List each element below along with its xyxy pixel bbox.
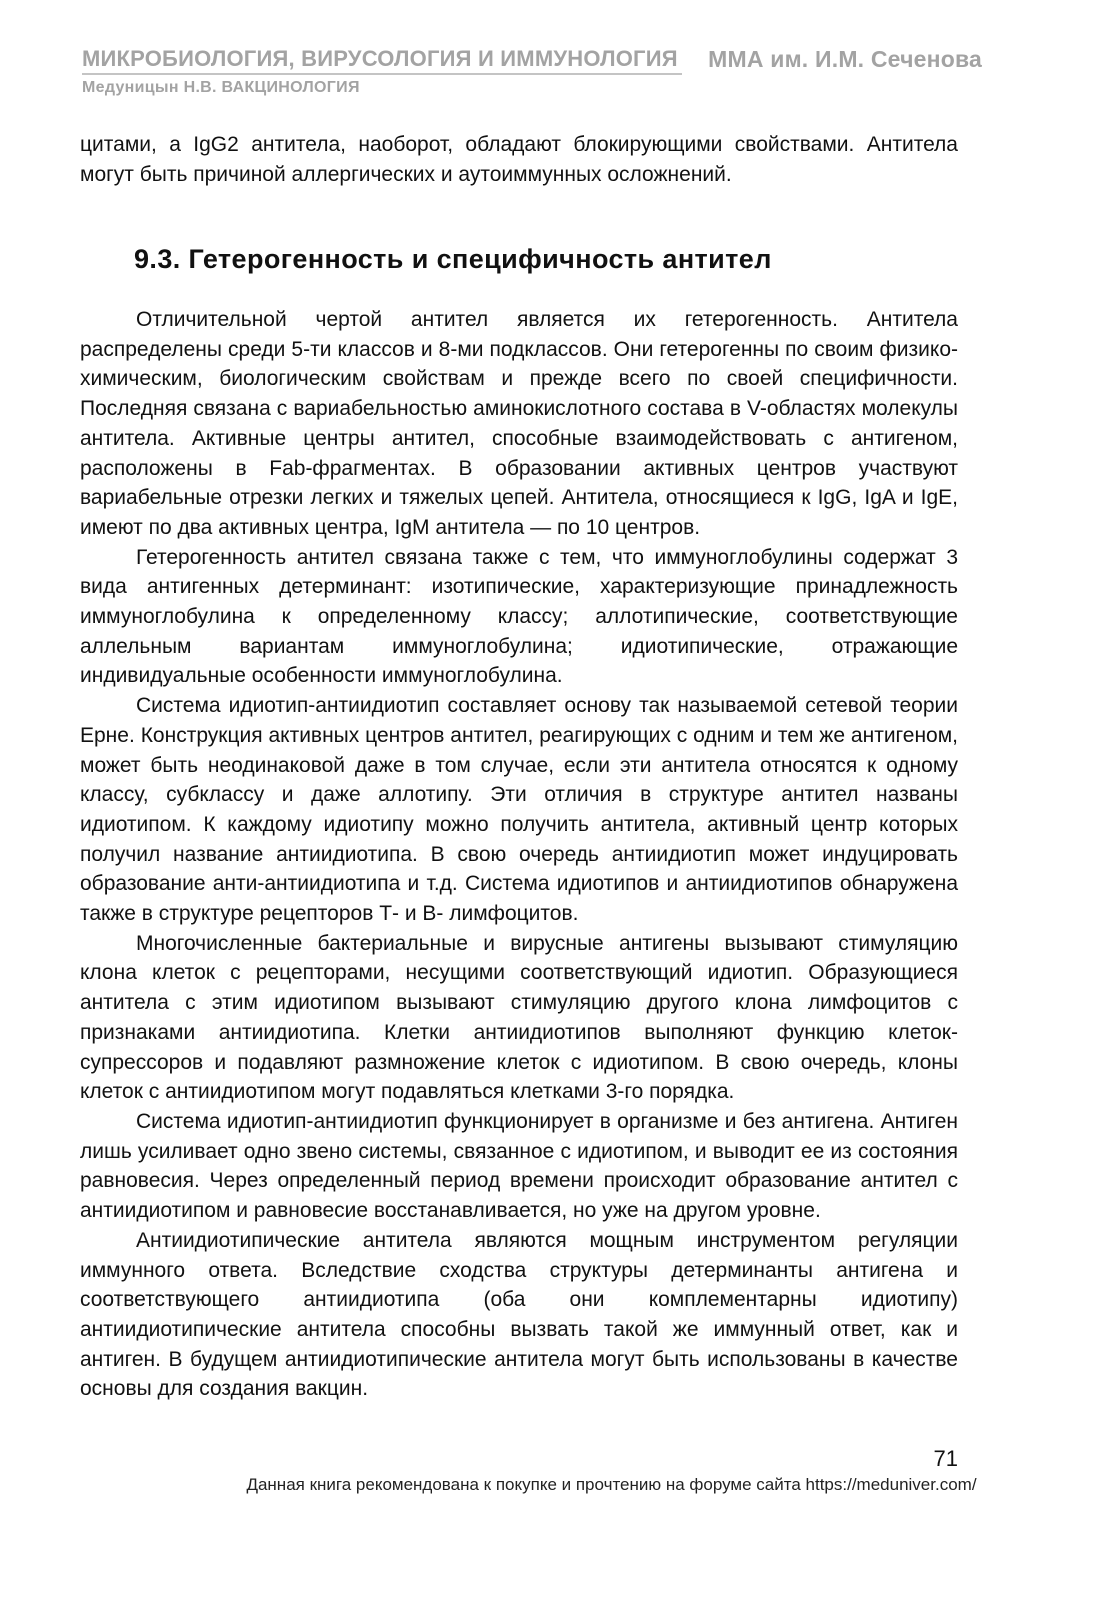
page-number: 71 (933, 1446, 958, 1471)
paragraph: Отличительной чертой антител является их гетерогенность. Антитела распределены среди 5-ти классов и 8-ми подклассов. Они гетерогенны по своим физико-химическим, биологическим свойствам и прежде всего по своей специфичности. Последняя связана с вариабельностью аминокислотного состава в V-областях молекулы антитела. Активные центры антител, способные взаимодействовать с антигеном, расположены в Fab-фрагментах. В образовании активных центров участвуют вариабельные отрезки легких и тяжелых цепей. Антитела, относящиеся к IgG, IgA и IgE, имеют по два активных центра, IgM антитела — по 10 центров. (80, 308, 958, 539)
paragraph: Гетерогенность антител связана также с тем, что иммуноглобулины содержат 3 вида антигенных детерминант: изотипические, характеризующие принадлежность иммуноглобулина к определенному классу; аллотипические, соответствующие аллельным вариантам иммуноглобулина; идиотипические, отражающие индивидуальные особенности иммуноглобулина. (80, 545, 958, 688)
footer-note: Данная книга рекомендована к покупке и прочтению на форуме сайта https://meduniver.com/ (246, 1475, 977, 1494)
paragraph: Многочисленные бактериальные и вирусные антигены вызывают стимуляцию клона клеток с рецепторами, несущими соответствующий идиотип. Образующиеся антитела с этим идиотипом вызывают стимуляцию другого клона лимфоцитов с признаками антиидиотипа. Клетки антиидиотипов выполняют функцию клеток-супрессоров и подавляют размножение клеток с идиотипом. В свою очередь, клоны клеток с антиидиотипом могут подавляться клетками 3-го порядка. (80, 931, 958, 1104)
section-heading: 9.3. Гетерогенность и специфичность антител (134, 244, 772, 274)
running-head-institution: ММА им. И.М. Сеченова (708, 46, 982, 72)
running-head-top-line (82, 46, 982, 72)
continuation-paragraph: цитами, а IgG2 антитела, наоборот, обладают блокирующими свойствами. Антитела могут быть причиной аллергических и аутоиммунных осложнений. (80, 133, 958, 186)
running-head-subject: МИКРОБИОЛОГИЯ, ВИРУСОЛОГИЯ И ИММУНОЛОГИЯ (82, 46, 678, 71)
running-head-rule (82, 73, 682, 75)
paragraph: Система идиотип-антиидиотип функционирует в организме и без антигена. Антиген лишь усиливает одно звено системы, связанное с идиотипом, и выводит ее из состояния равновесия. Через определенный период времени происходит образование антител с антиидиотипом и равновесие восстанавливается, но уже на другом уровне. (80, 1109, 958, 1223)
continuation-block (80, 130, 958, 189)
running-head (82, 46, 982, 99)
paragraph: Антиидиотипические антитела являются мощным инструментом регуляции иммунного ответа. Вследствие сходства структуры детерминанты антигена и соответствующего антиидиотипа (оба они комплементарны идиотипу) антиидиотипические антитела способны вызвать такой же иммунный ответ, как и антиген. В будущем антиидиотипические антитела могут быть использованы в качестве основы для создания вакцин. (80, 1228, 958, 1401)
section-body (80, 305, 958, 1404)
paragraph: Система идиотип-антиидиотип составляет основу так называемой сетевой теории Ерне. Конструкция активных центров антител, реагирующих с одним и тем же антигеном, может быть неодинаковой даже в том случае, если эти антитела относятся к одному классу, субклассу и даже аллотипу. Эти отличия в структуре антител названы идиотипом. К каждому идиотипу можно получить антитела, активный центр которых получил название антиидиотипа. В свою очередь антиидиотип может индуцировать образование анти-антиидиотипа и т.д. Система идиотипов и антиидиотипов обнаружена также в структуре рецепторов Т- и В- лимфоцитов. (80, 694, 958, 926)
running-head-author-title: Медуницын Н.В. ВАКЦИНОЛОГИЯ (82, 79, 360, 96)
